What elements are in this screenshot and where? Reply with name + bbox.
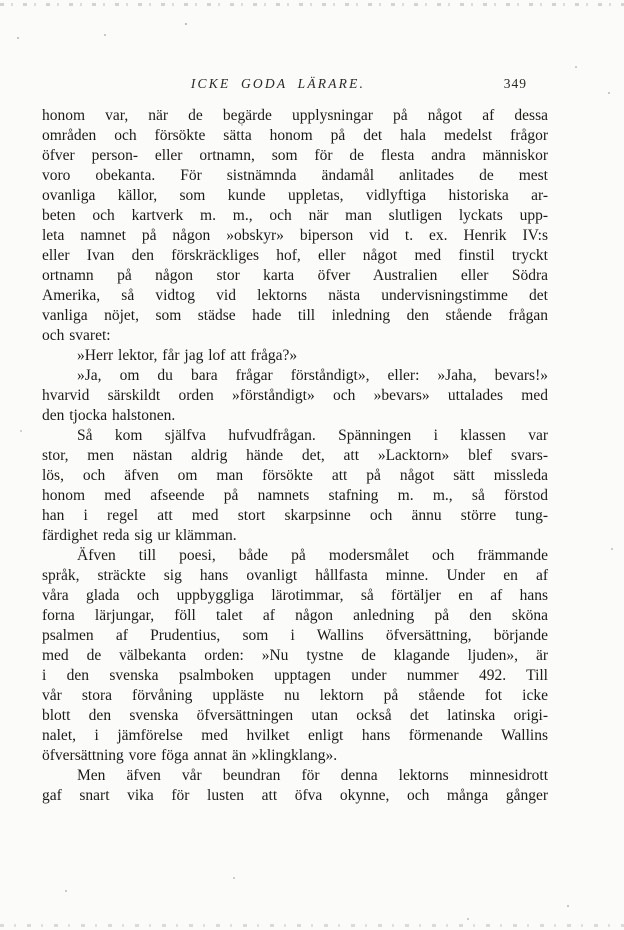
text-line: »Herr lektor, får jag lof att fråga?»: [77, 347, 298, 364]
page-number: 349: [503, 76, 527, 91]
text-line: områden och försökte sätta honom på det hala medelst frågor: [42, 127, 548, 144]
text-line: öfver person- eller ortnamn, som för de flesta andra människor: [42, 147, 548, 164]
text-line: eller Ivan den förskräckliges hof, eller något med finstil tryckt: [42, 247, 548, 264]
text-line: språk, sträckte sig hans ovanligt hållfasta minne. Under en af: [42, 567, 548, 584]
text-line: vanliga nöjet, som städse hade till inledning den stående frågan: [42, 307, 548, 324]
text-line: nalet, i jämförelse med hvilket enligt hans förmenande Wallins: [42, 727, 548, 744]
page-header-title: ICKE GODA LÄRARE.: [190, 76, 366, 91]
text-line: lös, och äfven om man försökte att på något sätt missleda: [42, 467, 548, 484]
text-line: ovanliga källor, som kunde uppletas, vidlyftiga historiska ar-: [42, 187, 548, 204]
text-line: Äfven till poesi, både på modersmålet och främmande: [77, 547, 548, 564]
text-line: blott den svenska öfversättningen utan också det latinska origi-: [42, 707, 548, 724]
scan-noise-top: [0, 3, 624, 6]
text-line: Amerika, så vidtog vid lektorns nästa undervisningstimme det: [42, 287, 548, 304]
text-line: öfversättning vore föga annat än »klingklang».: [42, 747, 338, 764]
text-line: vår stora förvåning uppläste nu lektorn på stående fot icke: [42, 687, 548, 704]
text-line: psalmen af Prudentius, som i Wallins öfversättning, börjande: [42, 627, 548, 644]
running-head: [42, 76, 548, 94]
text-line: voro obekanta. För sistnämnda ändamål anlitades de mest: [42, 167, 548, 184]
scan-specks: [0, 0, 2, 2]
text-line: hvarvid särskildt orden »förståndigt» och »bevars» uttalades med: [42, 387, 548, 404]
text-line: Men äfven vår beundran för denna lektorns minnesidrott: [77, 767, 548, 784]
text-line: i den svenska psalmboken upptagen under nummer 492. Till: [42, 667, 548, 684]
text-line: Så kom själfva hufvudfrågan. Spänningen i klassen var: [77, 427, 548, 444]
text-line: den tjocka halstonen.: [42, 407, 176, 424]
scan-noise-bottom: [0, 924, 624, 927]
text-line: forna lärjungar, föll talet af någon anledning på den sköna: [42, 607, 548, 624]
text-line: beten och kartverk m. m., och när man slutligen lyckats upp-: [42, 207, 548, 224]
text-line: han i regel att med stort skarpsinne och ännu större tung-: [42, 507, 548, 524]
text-line: gaf snart vika för lusten att öfva okynne, och många gånger: [42, 787, 548, 804]
text-line: honom med afseende på namnets stafning m. m., så förstod: [42, 487, 548, 504]
text-line: stor, men nästan aldrig hände det, att »Lacktorn» blef svars-: [42, 447, 548, 464]
text-column: [42, 106, 548, 806]
text-line: honom var, när de begärde upplysningar på något af dessa: [42, 107, 548, 124]
text-line: »Ja, om du bara frågar förståndigt», eller: »Jaha, bevars!»: [77, 367, 548, 384]
text-line: våra glada och uppbyggliga lärotimmar, så förtäljer en af hans: [42, 587, 548, 604]
text-line: och svaret:: [42, 327, 111, 344]
text-line: leta namnet på någon »obskyr» biperson vid t. ex. Henrik IV:s: [42, 227, 548, 244]
text-line: färdighet reda sig ur klämman.: [42, 527, 237, 544]
text-line: med de välbekanta orden: »Nu tystne de klagande ljuden», är: [42, 647, 548, 664]
text-line: ortnamn på någon stor karta öfver Australien eller Södra: [42, 267, 548, 284]
